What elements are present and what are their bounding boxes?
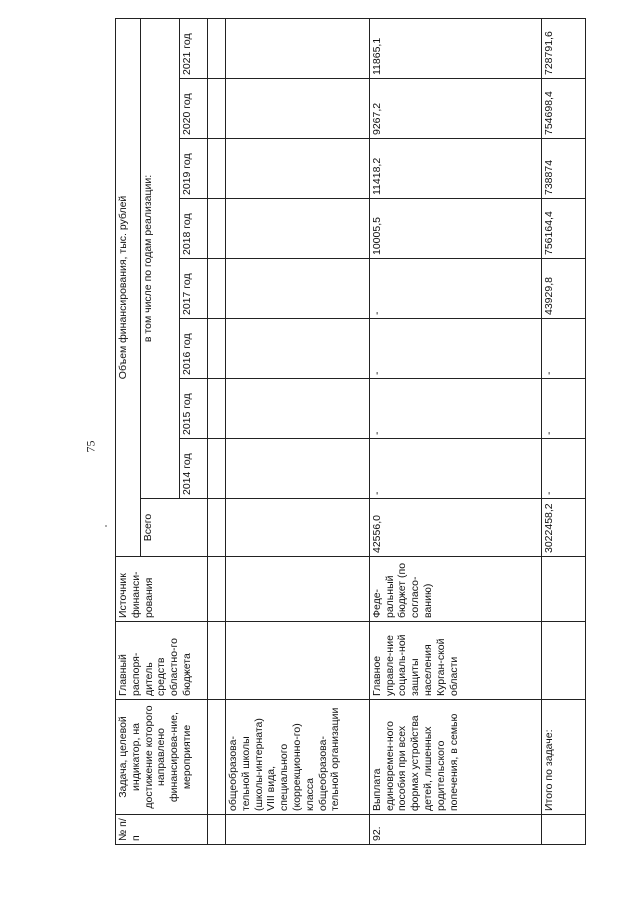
table-row-total	[542, 18, 586, 844]
row-no	[542, 815, 586, 845]
header-by-years: в том числе по годам реализации:	[141, 18, 180, 498]
year-header: 2015 год	[180, 379, 208, 439]
header-no: № п/п	[116, 815, 208, 845]
year-header: 2019 год	[180, 139, 208, 199]
rotated-page	[115, 31, 586, 845]
row-year-value: -	[542, 439, 586, 499]
row-year-value	[226, 139, 370, 199]
row-year-value: 728791,6	[542, 18, 586, 78]
row-year-value	[226, 79, 370, 139]
year-header: 2017 год	[180, 259, 208, 319]
row-year-value: 10005,5	[369, 199, 541, 259]
header-source: Источник финанси-рования	[116, 557, 208, 622]
row-source	[226, 557, 370, 622]
row-year-value: 738874	[542, 139, 586, 199]
header-blank-row	[207, 18, 225, 844]
row-administrator: Главное управле-ние социаль-ной защиты населения Курган-ской области	[369, 622, 541, 700]
row-task: Выплата единовремен-ного пособия при всех формах устройства детей, лишенных родительского попечения, в семью	[369, 700, 541, 815]
row-year-value: 11865,1	[369, 18, 541, 78]
row-total: 3022458,2	[542, 499, 586, 557]
header-total: Всего	[141, 499, 207, 557]
row-source: Феде-ральный бюджет (по согласо-ванию)	[369, 557, 541, 622]
row-year-value: 754698,4	[542, 79, 586, 139]
row-year-value: 11418,2	[369, 139, 541, 199]
row-source	[542, 557, 586, 622]
header-administrator: Главный распоря-дитель средств областно-го бюджета	[116, 622, 208, 700]
year-header: 2020 год	[180, 79, 208, 139]
year-header: 2021 год	[180, 18, 208, 78]
header-task: Задача, целевой индикатор, на достижение которого направлено финансирова-ние, мероприятие	[116, 700, 208, 815]
row-year-value	[226, 439, 370, 499]
year-header: 2014 год	[180, 439, 208, 499]
scan-mark	[105, 525, 107, 527]
row-administrator	[226, 622, 370, 700]
page-number: 75	[83, 440, 98, 453]
row-year-value	[226, 18, 370, 78]
table-row	[369, 18, 541, 844]
row-total	[226, 499, 370, 557]
row-task: общеобразова-тельной школы (школы-интерната) VIII вида, специального (коррекционно-го) класса общеобразова-тельной организации	[226, 700, 370, 815]
row-year-value: -	[369, 259, 541, 319]
year-header: 2016 год	[180, 319, 208, 379]
row-task: Итого по задаче:	[542, 700, 586, 815]
row-year-value: -	[542, 319, 586, 379]
row-year-value: -	[369, 379, 541, 439]
row-administrator	[542, 622, 586, 700]
row-year-value: -	[542, 379, 586, 439]
row-year-value: 756164,4	[542, 199, 586, 259]
row-year-value: 43929,8	[542, 259, 586, 319]
row-year-value: -	[369, 319, 541, 379]
table-row	[226, 18, 370, 844]
header-row-1	[116, 18, 141, 844]
row-year-value: -	[369, 439, 541, 499]
row-year-value	[226, 199, 370, 259]
row-no: 92.	[369, 815, 541, 845]
row-year-value: 9267,2	[369, 79, 541, 139]
financing-table	[115, 18, 586, 845]
row-year-value	[226, 319, 370, 379]
row-no	[226, 815, 370, 845]
row-year-value	[226, 259, 370, 319]
row-year-value	[226, 379, 370, 439]
year-header: 2018 год	[180, 199, 208, 259]
row-total: 42556,0	[369, 499, 541, 557]
header-volume: Объем финансирования, тыс. рублей	[116, 18, 141, 556]
